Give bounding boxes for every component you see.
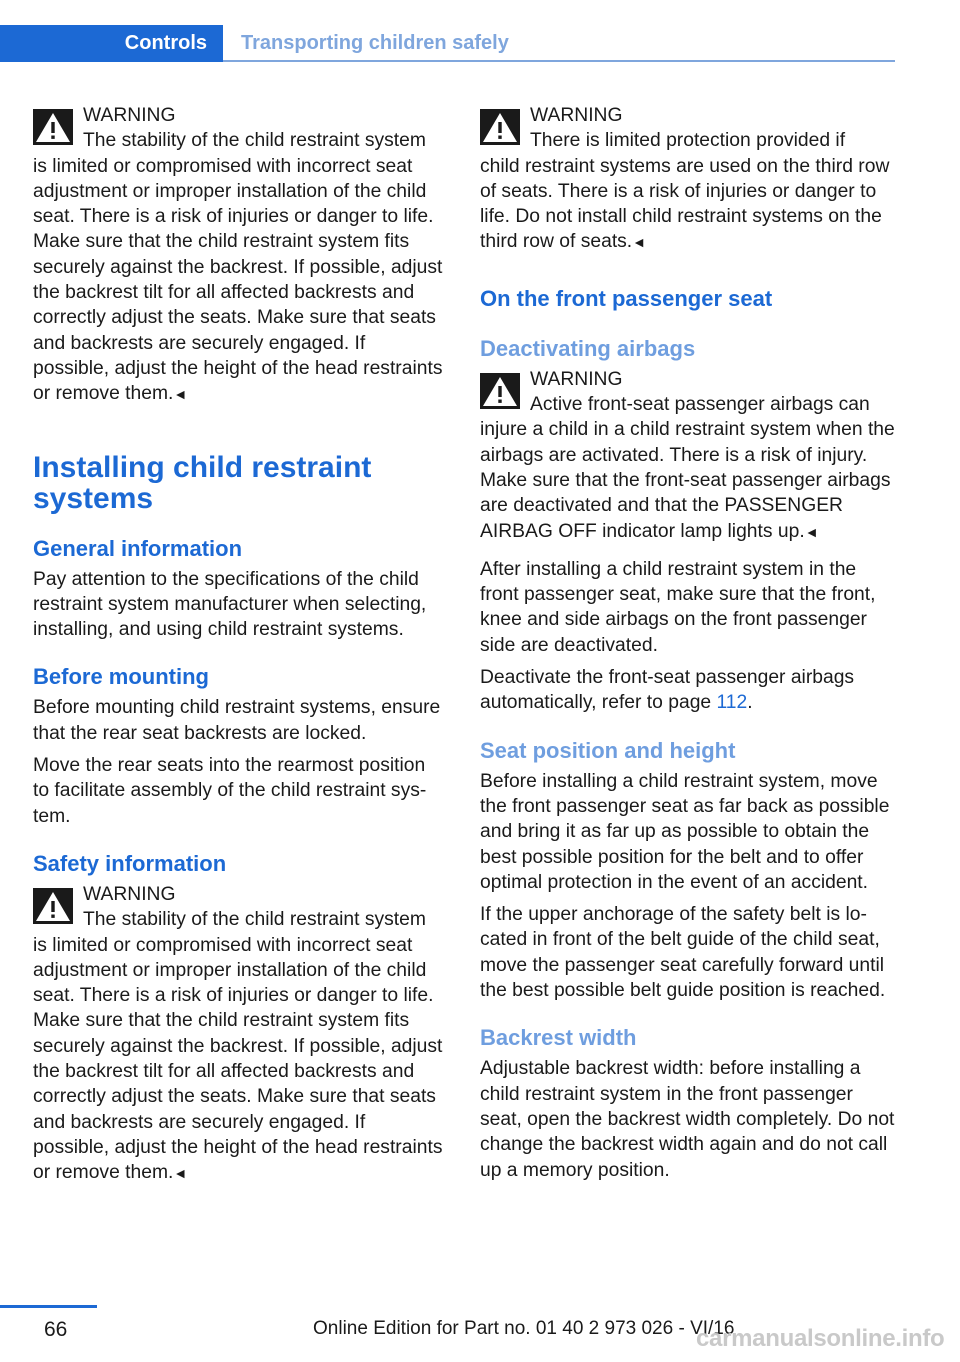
warning-triangle-icon — [33, 109, 73, 145]
watermark: carmanualsonline.info — [696, 1325, 945, 1352]
warning-text: is limited or compromised with incorrect seat adjustment or improper installation of the child seat. There is a risk of injuries or danger to life. Make sure that the child restraint system fits securely against the backrest. If possible, adjust the backrest tilt for all affected backrests and correctly adjust the seats. Make sure that seats and backrests are securely engaged. If possible, adjust the height of the head restraints or remove them. — [33, 155, 443, 405]
warning-block — [33, 882, 445, 1187]
warning-first-line: The stability of the child restraint system — [83, 909, 426, 931]
heading-front-passenger-seat: On the front passenger seat — [480, 285, 773, 311]
warning-first-line: There is limited protection provided if — [530, 130, 846, 152]
section-tab[interactable]: Controls — [0, 25, 223, 62]
heading-seat-position: Seat position and height — [480, 737, 736, 763]
deactivate-automatically-text — [480, 665, 896, 716]
end-mark: ◄ — [804, 523, 819, 540]
warning-block — [480, 367, 896, 545]
warning-triangle-icon — [33, 888, 73, 924]
before-mounting-text-2: Move the rear seats into the rearmost position to facilitate assembly of the child restraint system. — [33, 755, 427, 827]
end-mark: ◄ — [632, 234, 647, 251]
heading-backrest-width: Backrest width — [480, 1025, 637, 1051]
header-rule — [223, 60, 895, 62]
seat-position-text-2: If the upper anchorage of the safety belt is located in front of the belt guide of the child seat, move the passenger seat carefully forward until the best possible belt guide position is reached. — [480, 904, 886, 1002]
seat-position-text-1: Before installing a child restraint system, move the front passenger seat as far back as possible and bring it as far up as possible to obtain the best possible position for the belt and to offer optimal protection in the event of an accident. — [480, 770, 890, 893]
warning-text: injure a child in a child restraint system when the airbags are activated. There is a risk of injury. Make sure that the front-seat passenger airbags are deactivated and that the PASSENGER AIRBAG OFF indicator lamp lights up. — [480, 419, 895, 542]
page-header — [0, 25, 895, 62]
warning-first-line: The stability of the child restraint system — [83, 130, 426, 152]
warning-triangle-icon — [480, 373, 520, 409]
page-reference-link[interactable]: 112 — [716, 692, 748, 714]
deactivate-text: Deactivate the front-seat passenger airbags automatically, refer to page — [480, 667, 855, 714]
heading-before-mounting: Before mounting — [33, 664, 209, 690]
end-mark: ◄ — [173, 386, 188, 403]
warning-triangle-icon — [480, 109, 520, 145]
heading-general-information: General information — [33, 535, 243, 561]
warning-label: WARNING — [83, 105, 176, 126]
warning-block — [33, 103, 445, 408]
warning-text: child restraint systems are used on the third row of seats. There is a risk of injuries or danger to life. Do not install child restraint systems on the third row of seats. — [480, 155, 890, 253]
end-mark: ◄ — [173, 1165, 188, 1182]
warning-first-line: Active front-seat passenger airbags can — [530, 394, 870, 416]
general-information-text: Pay attention to the specifications of the child restraint system manufacturer when selecting, installing, and using child restraint systems. — [33, 568, 427, 641]
edition-text: Online Edition for Part no. 01 40 2 973 026 - VI/16 — [313, 1318, 735, 1339]
footer-rule — [0, 1305, 97, 1308]
chapter-title[interactable]: Transporting children safely — [241, 32, 509, 54]
right-column — [480, 103, 896, 1183]
backrest-width-text: Adjustable backrest width: before installing a child restraint system in the front passenger seat, open the backrest width completely. Do not change the backrest width again and do not call up a memory position. — [480, 1058, 895, 1181]
left-column — [33, 103, 445, 1187]
before-mounting-text-1: Before mounting child restraint systems, ensure that the rear seat backrests are locked. — [33, 697, 441, 744]
warning-block — [480, 103, 896, 256]
airbag-deactivated-text: After installing a child restraint system in the front passenger seat, make sure that the front, knee and side airbags on the front passenger side are deactivated. — [480, 558, 876, 656]
section-title: Installing child restraint systems — [33, 450, 372, 515]
warning-label: WARNING — [530, 105, 623, 126]
warning-label: WARNING — [83, 883, 176, 905]
deactivate-text-tail: . — [747, 692, 753, 714]
warning-label: WARNING — [530, 368, 623, 390]
page-number: 66 — [44, 1318, 68, 1341]
warning-text: is limited or compromised with incorrect seat adjustment or improper installation of the child seat. There is a risk of injuries or danger to life. Make sure that the child restraint system fits securely against the backrest. If possible, adjust the backrest tilt for all affected backrests and correctly adjust the seats. Make sure that seats and backrests are securely engaged. If possible, adjust the height of the head restraints or remove them. — [33, 934, 443, 1184]
heading-safety-information: Safety information — [33, 850, 227, 876]
heading-deactivating-airbags: Deactivating airbags — [480, 335, 696, 361]
